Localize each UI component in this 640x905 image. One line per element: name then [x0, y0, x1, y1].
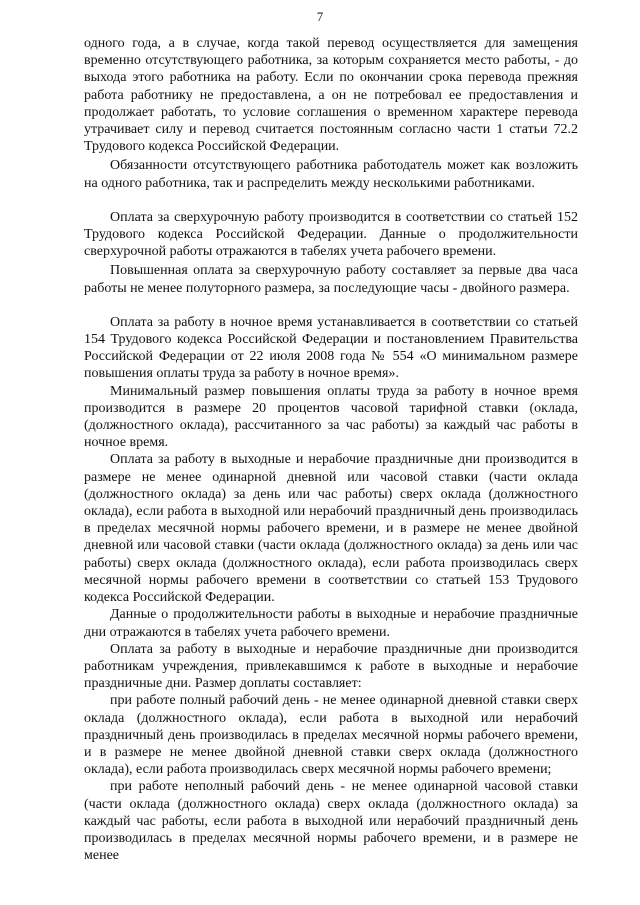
paragraph-holiday-work-records: Данные о продолжительности работы в выходные и нерабочие праздничные дни отражаются в табелях учета рабочего времени. — [84, 607, 578, 640]
document-body — [84, 35, 578, 864]
paragraph-night-work-pay: Оплата за работу в ночное время устанавливается в соответствии со статьей 154 Трудового кодекса Российской Федерации и постановлением Правительства Российской Федерации от 22 июля 2008 года № 554 «О минимальном размере повышения оплаты труда за работу в ночное время». — [84, 314, 578, 382]
paragraph-night-work-minimum: Минимальный размер повышения оплаты труда за работу в ночное время производится в размере 20 процентов часовой тарифной ставки (оклада, (должностного оклада), рассчитанного за час работы) за каждый час работы в ночное время. — [84, 383, 578, 451]
paragraph-overtime-rate: Повышенная оплата за сверхурочную работу составляет за первые два часа работы не менее полуторного размера, за последующие часы - двойного размера. — [84, 263, 578, 296]
page-number: 7 — [316, 10, 324, 24]
paragraph-full-day-work: при работе полный рабочий день - не менее одинарной дневной ставки сверх оклада (должностного оклада), если работа в выходной или нерабочий праздничный день производилась в пределах месячной нормы рабочего времени, и в размере не менее двойной дневной ставки сверх оклада (должностного оклада), если работа производилась сверх месячной нормы рабочего времени; — [84, 693, 578, 778]
paragraph-overtime-pay: Оплата за сверхурочную работу производится в соответствии со статьей 152 Трудового кодекса Российской Федерации. Данные о продолжительности сверхурочной работы отражаются в табелях учета рабочего времени. — [84, 209, 578, 260]
paragraph-holiday-work-allowance: Оплата за работу в выходные и нерабочие праздничные дни производится работникам учреждения, привлекавшимся к работе в выходные и нерабочие праздничные дни. Размер доплаты составляет: — [84, 641, 578, 692]
paragraph-part-day-work: при работе неполный рабочий день - не менее одинарной часовой ставки (части оклада (должностного оклада) сверх оклада (должностного оклада) за каждый час работы, если работа в выходной или нерабочий праздничный день производилась в пределах месячной нормы рабочего времени, и в размере не менее — [84, 779, 578, 864]
paragraph-holiday-work-pay: Оплата за работу в выходные и нерабочие праздничные дни производится в размере не менее одинарной дневной или часовой ставки (части оклада (должностного оклада) за день или час работы) сверх оклада (должностного оклада), если работа в выходной или нерабочий праздничный день производилась в пределах месячной нормы рабочего времени, и в размере не менее двойной дневной или часовой ставки (части оклада (должностного оклада) за день или час работы) сверх оклада (должностного оклада), если работа производилась сверх месячной нормы рабочего времени в соответствии со статьей 153 Трудового кодекса Российской Федерации. — [84, 452, 578, 606]
paragraph-temporary-transfer-continuation: одного года, а в случае, когда такой перевод осуществляется для замещения временно отсутствующего работника, за которым сохраняется место работы, - до выхода этого работника на работу. Если по окончании срока перевода прежняя работа работнику не предоставлена, а он не потребовал ее предоставления и продолжает работать, то условие соглашения о временном характере перевода утрачивает силу и перевод считается постоянным согласно части 1 статьи 72.2 Трудового кодекса Российской Федерации. — [84, 36, 578, 155]
paragraph-absent-worker-duties: Обязанности отсутствующего работника работодатель может как возложить на одного работника, так и распределить между несколькими работниками. — [84, 158, 578, 191]
